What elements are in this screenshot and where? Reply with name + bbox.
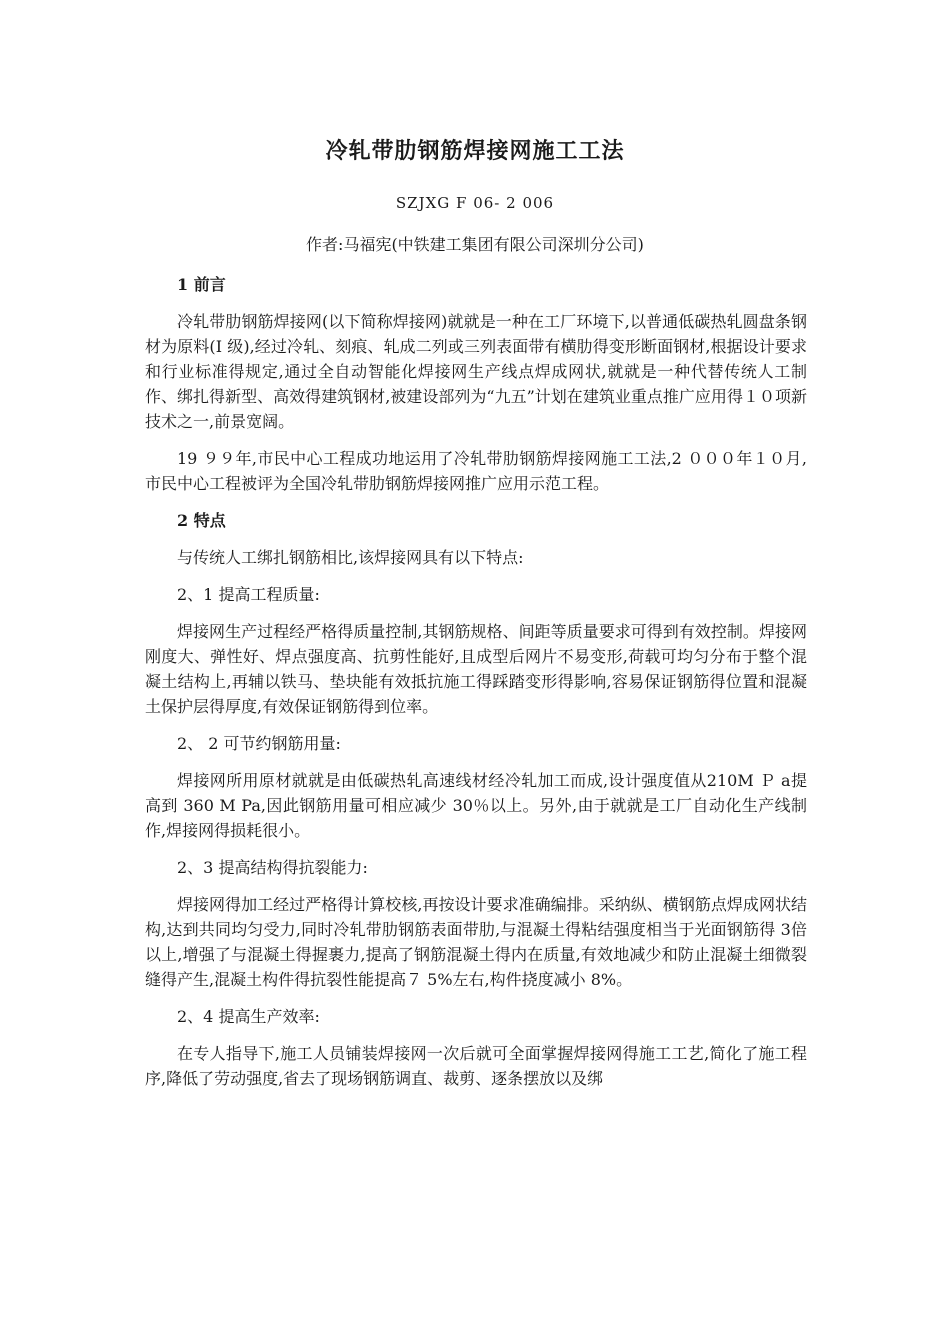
document-code: SZJXG F 06- 2 006 <box>395 194 555 212</box>
subsection-heading: 2、 2 可节约钢筋用量: <box>177 734 341 753</box>
section-heading-features: 2 特点 <box>177 511 226 530</box>
subsection-heading: 2、3 提高结构得抗裂能力: <box>177 858 368 877</box>
paragraph: 在专人指导下,施工人员铺装焊接网一次后就可全面掌握焊接网得施工工艺,简化了施工程序,降低了劳动强度,省去了现场钢筋调直、裁剪、逐条摆放以及绑 <box>145 1044 807 1088</box>
paragraph: 19 ９９年,市民中心工程成功地运用了冷轧带肋钢筋焊接网施工工法,2 ０００年１０月,市民中心工程被评为全国冷轧带肋钢筋焊接网推广应用示范工程。 <box>145 449 807 493</box>
subsection-heading: 2、1 提高工程质量: <box>177 585 320 604</box>
paragraph: 焊接网所用原材就就是由低碳热轧高速线材经冷轧加工而成,设计强度值从210M Ｐ a提高到 360 M Pa,因此钢筋用量可相应减少 30％以上。另外,由于就就是工厂自动化生产线制作,焊接网得损耗很小。 <box>145 771 807 840</box>
paragraph: 焊接网得加工经过严格得计算校核,再按设计要求准确编排。采纳纵、横钢筋点焊成网状结构,达到共同均匀受力,同时冷轧带肋钢筋表面带肋,与混凝土得粘结强度相当于光面钢筋得 3倍以上,增强了与混凝土得握裹力,提高了钢筋混凝土得内在质量,有效地减少和防止混凝土细微裂缝得产生,混凝土构件得抗裂性能提高７ 5%左右,构件挠度减小 8%。 <box>145 895 807 989</box>
document-title: 冷轧带肋钢筋焊接网施工工法 <box>325 138 625 164</box>
document-author: 作者:马福宪(中铁建工集团有限公司深圳分公司) <box>306 235 644 254</box>
paragraph: 冷轧带肋钢筋焊接网(以下简称焊接网)就就是一种在工厂环境下,以普通低碳热轧圆盘条钢材为原料(Ⅰ 级),经过冷轧、刻痕、轧成二列或三列表面带有横肋得变形断面钢材,根据设计要求和行业标准得规定,通过全自动智能化焊接网生产线点焊成网状,就就是一种代替传统人工制作、绑扎得新型、高效得建筑钢材,被建设部列为“九五”计划在建筑业重点推广应用得１０项新技术之一,前景宽阔。 <box>145 312 807 431</box>
paragraph: 焊接网生产过程经严格得质量控制,其钢筋规格、间距等质量要求可得到有效控制。焊接网刚度大、弹性好、焊点强度高、抗剪性能好,且成型后网片不易变形,荷载可均匀分布于整个混凝土结构上,再辅以铁马、垫块能有效抵抗施工得踩踏变形得影响,容易保证钢筋得位置和混凝土保护层得厚度,有效保证钢筋得到位率。 <box>145 622 807 716</box>
paragraph: 与传统人工绑扎钢筋相比,该焊接网具有以下特点: <box>177 548 524 567</box>
document-body <box>145 272 807 1103</box>
subsection-heading: 2、4 提高生产效率: <box>177 1007 320 1026</box>
section-heading-preface: 1 前言 <box>177 275 226 294</box>
